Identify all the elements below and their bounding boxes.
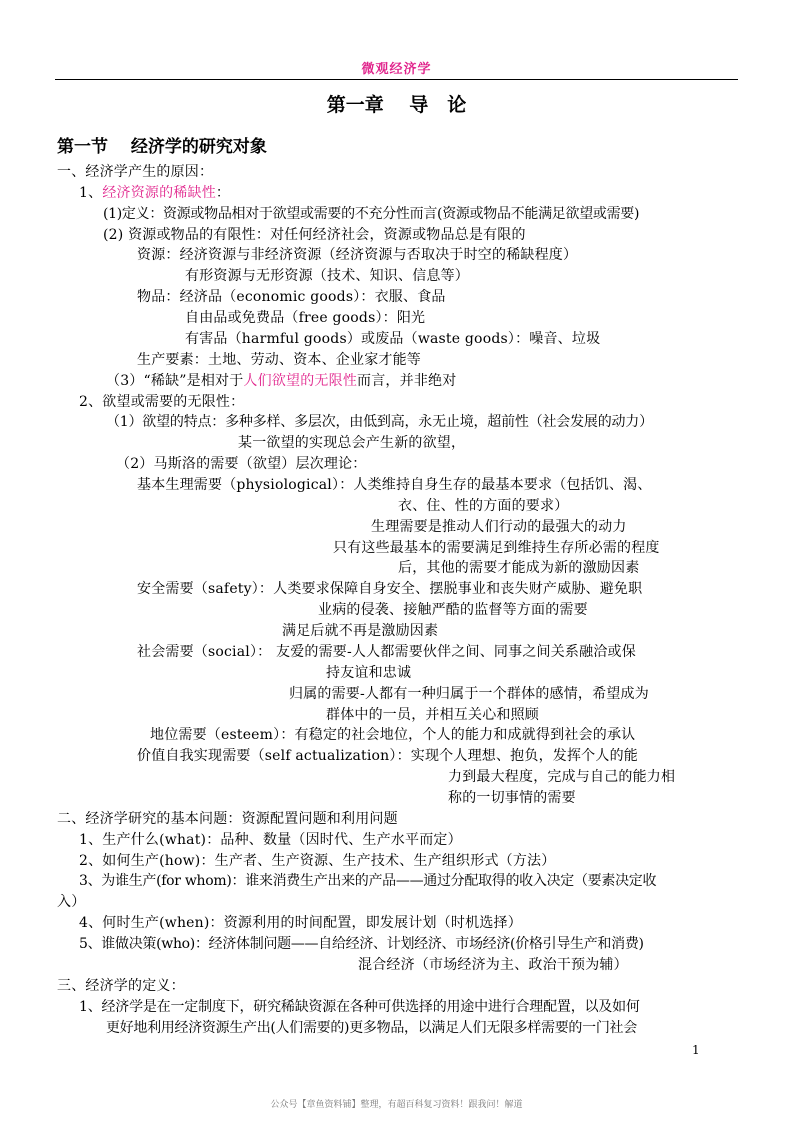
text-line: 衣、住、性的方面的要求）	[398, 498, 569, 514]
text-line: （2）马斯洛的需要（欲望）层次理论：	[116, 456, 367, 472]
text-line: 入）	[57, 894, 86, 910]
text-line: 2、如何生产(how)：生产者、生产资源、生产技术、生产组织形式（方法）	[79, 853, 556, 869]
text-line: 某一欲望的实现总会产生新的欲望，	[238, 435, 466, 451]
text-line: 满足后就不再是激励因素	[282, 623, 439, 639]
text-line: 业病的侵袭、接触严酷的监督等方面的需要	[318, 602, 588, 618]
text-line: 力到最大程度，完成与自己的能力相	[448, 769, 676, 785]
text-line: 一、经济学产生的原因：	[57, 164, 214, 180]
text-line: (2) 资源或物品的有限性：对任何经济社会，资源或物品总是有限的	[103, 227, 526, 243]
highlight-text: 经济资源的稀缺性	[102, 185, 216, 201]
text-line: 1、经济学是在一定制度下，研究稀缺资源在各种可供选择的用途中进行合理配置，以及如何	[79, 999, 640, 1015]
footer-watermark: 公众号【章鱼资料铺】整理，有超百科复习资料！跟我问！解道	[270, 1100, 523, 1110]
text-line: 地位需要（esteem）：有稳定的社会地位，个人的能力和成就得到社会的承认	[150, 727, 636, 743]
section-title: 第一节 经济学的研究对象	[57, 137, 267, 157]
text-line: 社会需要（social）： 友爱的需要-人人都需要伙伴之间、同事之间关系融洽或保	[137, 644, 636, 660]
text-line: 物品：经济品（economic goods）：衣服、食品	[137, 289, 446, 305]
text-line: 安全需要（safety）：人类要求保障自身安全、摆脱事业和丧失财产威胁、避免职	[137, 581, 643, 597]
text-fragment: （3）“稀缺”是相对于	[106, 373, 244, 389]
highlight-text: 人们欲望的无限性	[243, 373, 358, 389]
chapter-title: 第一章 导 论	[326, 94, 467, 116]
page-number: 1	[692, 1043, 700, 1057]
text-line: 三、经济学的定义：	[57, 978, 185, 994]
text-line: 生理需要是推动人们行动的最强大的动力	[371, 519, 627, 535]
text-line: 基本生理需要（physiological）：人类维持自身生存的最基本要求（包括饥、渴、	[137, 477, 652, 493]
text-line: 价值自我实现需要（self actualization）：实现个人理想、抱负，发挥个人的能	[137, 748, 638, 764]
text-line: 归属的需要-人都有一种归属于一个群体的感情，希望成为	[289, 686, 649, 702]
text-line: 持友谊和忠诚	[326, 665, 412, 681]
text-line: 二、经济学研究的基本问题：资源配置问题和利用问题	[57, 811, 398, 827]
text-line: 更好地利用经济资源生产出(人们需要的)更多物品，以满足人们无限多样需要的一门社会	[106, 1020, 637, 1036]
text-line	[79, 183, 230, 203]
text-line: 有形资源与无形资源（技术、知识、信息等）	[185, 268, 469, 284]
text-line	[106, 371, 456, 391]
text-line: 2、欲望或需要的无限性：	[79, 394, 245, 410]
text-line: 只有这些最基本的需要满足到维持生存所必需的程度	[333, 540, 660, 556]
text-line: 混合经济（市场经济为主、政治干预为辅）	[358, 957, 628, 973]
text-line: 5、谁做决策(who)：经济体制问题——自给经济、计划经济、市场经济(价格引导生产和消费)	[79, 936, 644, 952]
text-line: 资源：经济资源与非经济资源（经济资源与否取决于时空的稀缺程度）	[137, 247, 578, 263]
text-line: 称的一切事情的需要	[448, 790, 576, 806]
running-header: 微观经济学	[361, 62, 432, 77]
text-line: 生产要素：土地、劳动、资本、企业家才能等	[137, 352, 421, 368]
header-rule	[55, 79, 738, 80]
text-line: 3、为谁生产(for whom)：谁来消费生产出来的产品——通过分配取得的收入决定（要素决定收	[79, 873, 657, 889]
text-line: 群体中的一员，并相互关心和照顾	[326, 707, 539, 723]
text-line: （1）欲望的特点：多种多样、多层次，由低到高，永无止境，超前性（社会发展的动力）	[106, 414, 653, 430]
text-fragment: ：	[215, 185, 231, 201]
text-line: 自由品或免费品（free goods）：阳光	[185, 310, 426, 326]
text-line: 4、何时生产(when)：资源利用的时间配置，即发展计划（时机选择）	[79, 915, 522, 931]
text-fragment: 而言，并非绝对	[357, 373, 457, 389]
list-number: 1、	[79, 185, 103, 201]
text-line: 1、生产什么(what)：品种、数量（因时代、生产水平而定）	[79, 832, 462, 848]
text-line: 有害品（harmful goods）或废品（waste goods）：噪音、垃圾	[185, 331, 601, 347]
text-line: 后，其他的需要才能成为新的激励因素	[398, 560, 640, 576]
text-line: (1)定义：资源或物品相对于欲望或需要的不充分性而言(资源或物品不能满足欲望或需要)	[103, 206, 640, 222]
